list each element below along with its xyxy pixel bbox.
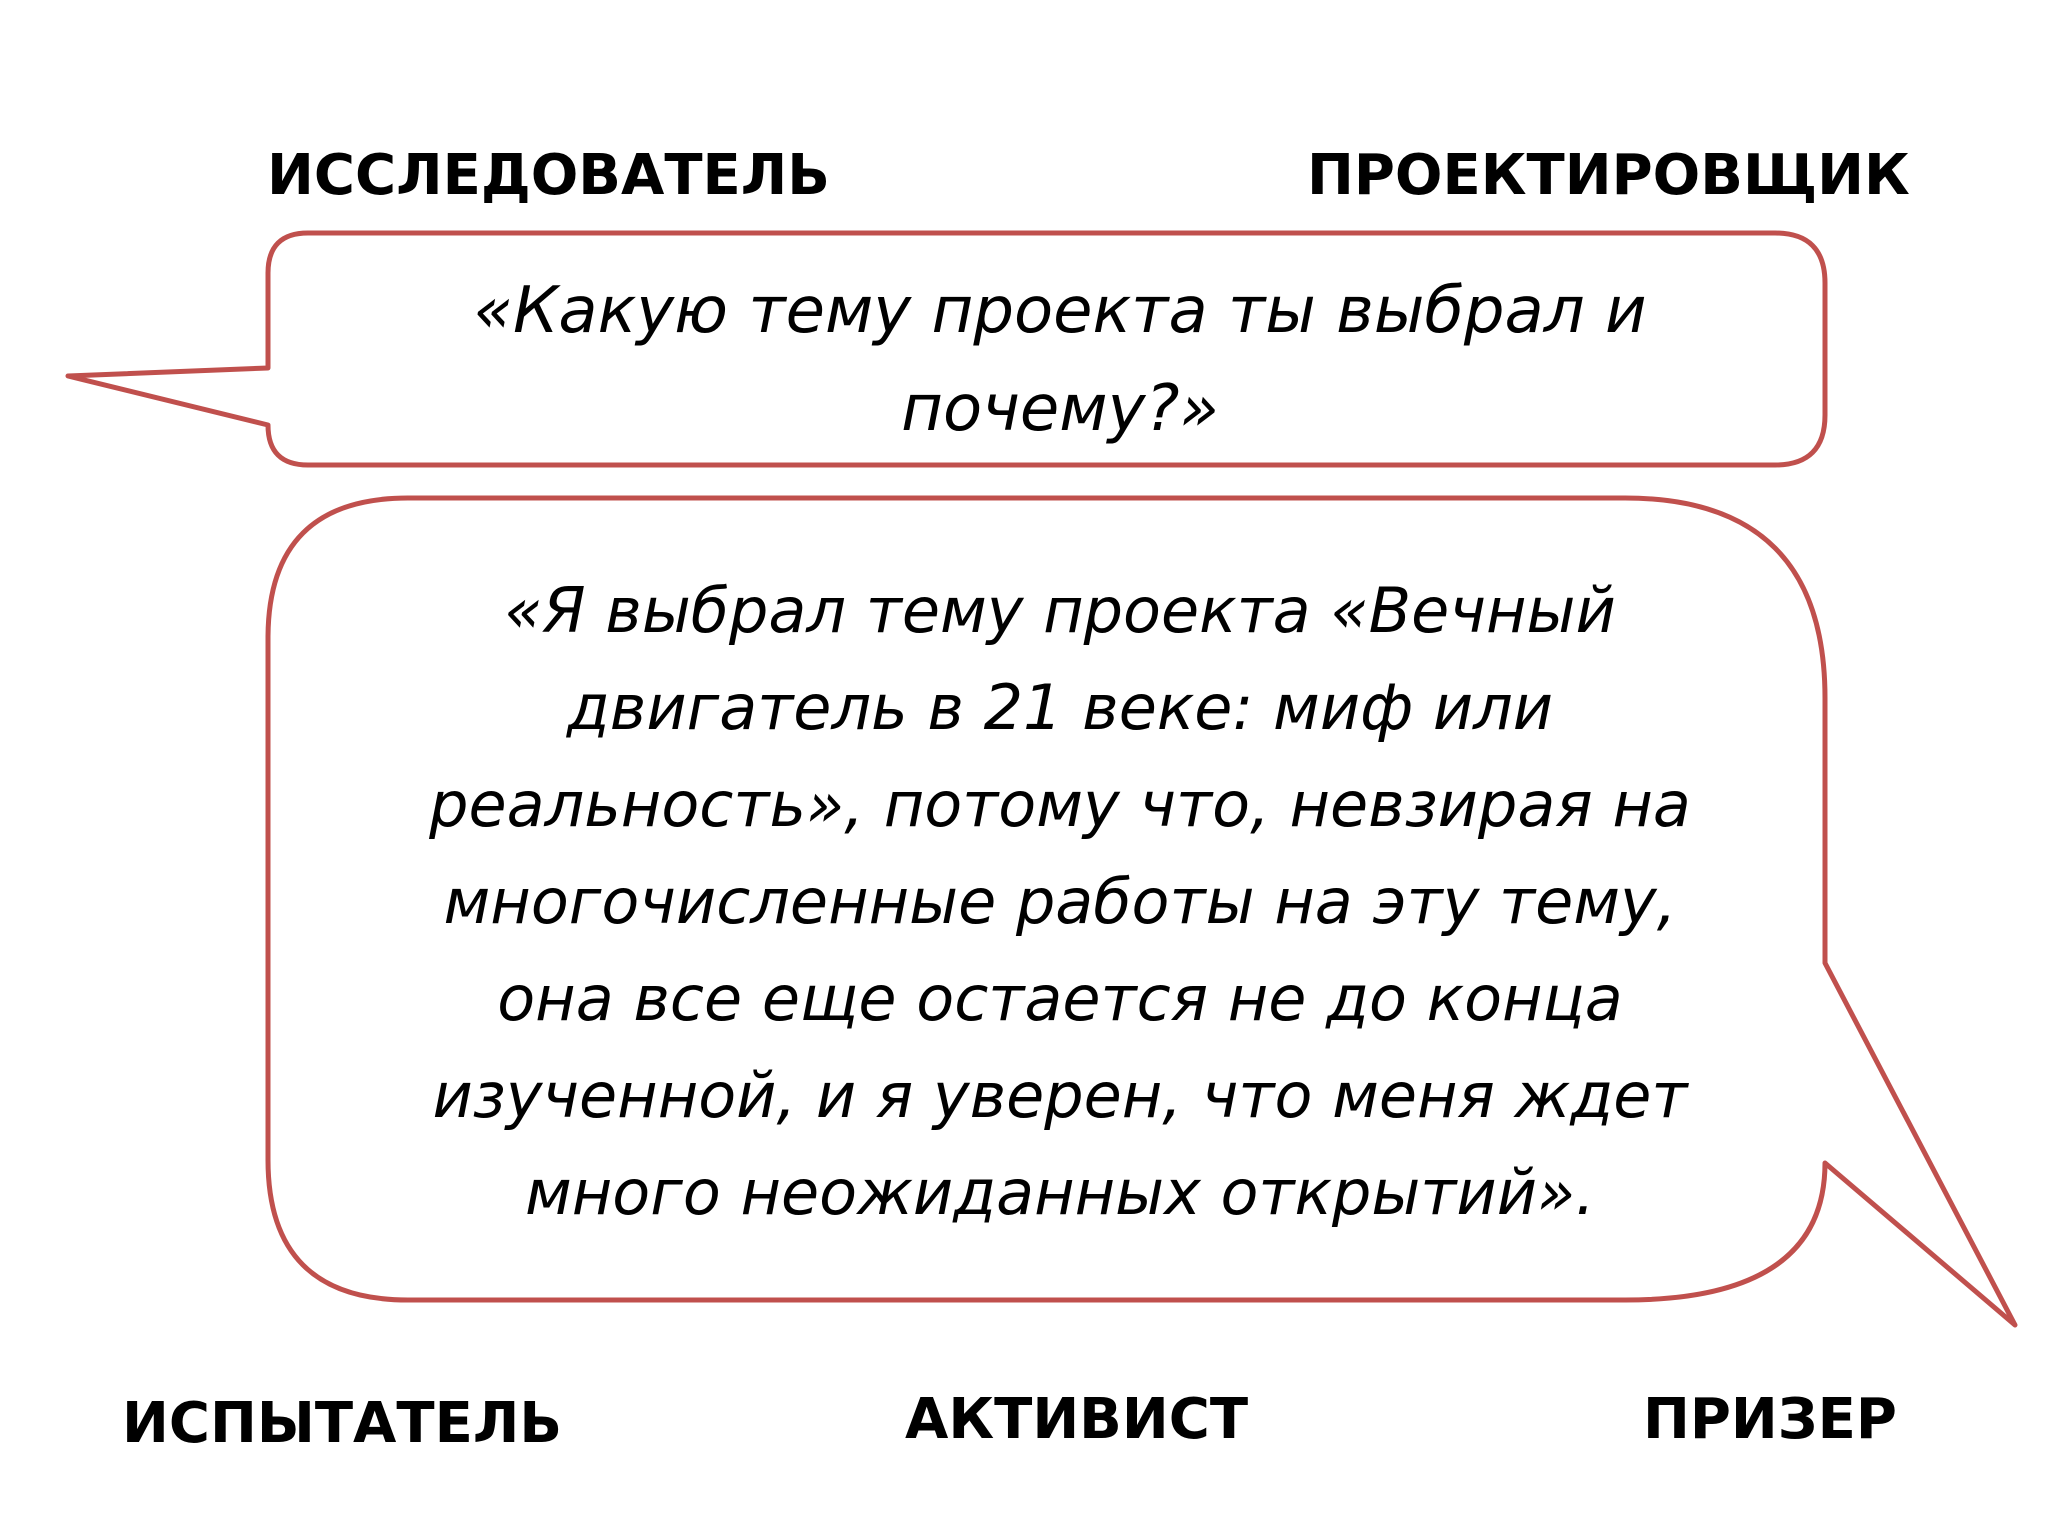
- role-activist-label: АКТИВИСТ: [905, 1387, 1249, 1452]
- role-researcher-label: ИССЛЕДОВАТЕЛЬ: [267, 143, 830, 208]
- role-winner-label: ПРИЗЕР: [1643, 1387, 1897, 1452]
- role-designer-label: ПРОЕКТИРОВЩИК: [1307, 143, 1910, 208]
- answer-line: многочисленные работы на эту тему,: [443, 865, 1677, 938]
- answer-line: реальность», потому что, невзирая на: [429, 768, 1691, 841]
- answer-line: она все еще остается не до конца: [497, 962, 1623, 1035]
- question-line: почему?»: [901, 372, 1219, 446]
- question-text: [300, 262, 1820, 458]
- answer-line: изученной, и я уверен, что меня ждет: [432, 1059, 1688, 1132]
- role-tester-label: ИСПЫТАТЕЛЬ: [122, 1391, 563, 1456]
- answer-line: много неожиданных открытий».: [525, 1156, 1595, 1229]
- answer-line: двигатель в 21 веке: миф или: [566, 671, 1554, 744]
- question-line: «Какую тему проекта ты выбрал и: [473, 274, 1647, 348]
- answer-text: [300, 562, 1820, 1241]
- answer-line: «Я выбрал тему проекта «Вечный: [504, 574, 1616, 647]
